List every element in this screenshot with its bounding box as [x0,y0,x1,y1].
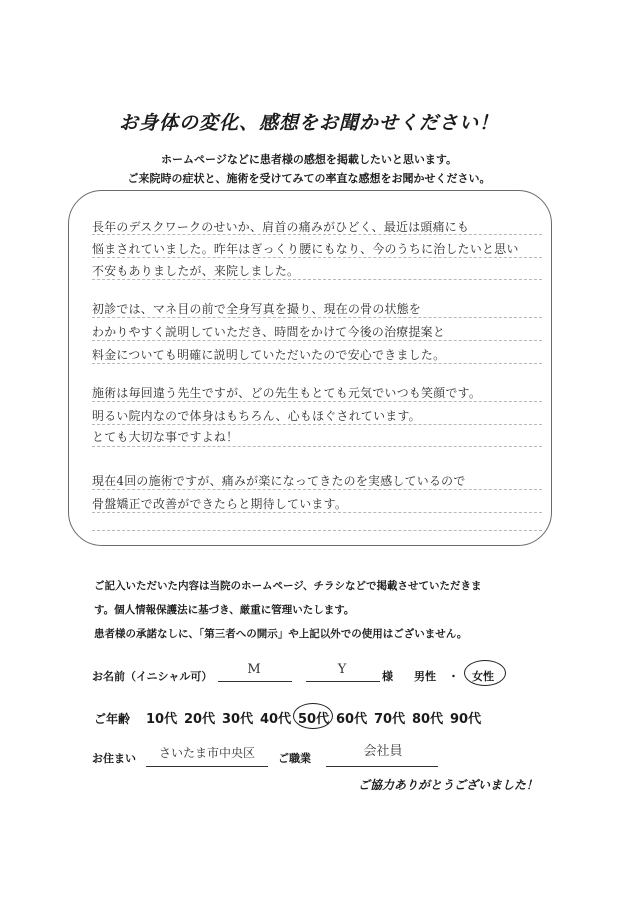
comment-line: 初診では、マネ目の前で全身写真を撮り、現在の骨の状態を [92,302,422,316]
age-option-60代[interactable]: 60代 [336,712,368,727]
ruled-line [92,257,542,258]
ruled-line [92,279,542,280]
age-option-80代[interactable]: 80代 [412,712,444,727]
notice-line-2: す。個人情報保護法に基づき、厳重に管理いたします。 [94,604,355,616]
honorific-label: 様 [382,670,393,683]
ruled-line [92,489,542,490]
ruled-line [92,340,542,341]
initial-first-underline [218,681,292,682]
ruled-line [92,424,542,425]
age-option-70代[interactable]: 70代 [374,712,406,727]
occupation-underline [326,766,438,767]
comment-line: 明るい院内なので体身はもちろん、心もほぐされています。 [92,409,421,423]
comment-line: 料金についても明確に説明していただいたので安心できました。 [92,348,446,362]
initial-first-field[interactable]: M [247,662,261,677]
ruled-line [92,363,542,364]
ruled-line [92,446,542,447]
gender-selected-circle [464,660,506,686]
ruled-line [92,512,542,513]
comment-line: とても大切な事ですよね！ [92,430,239,444]
gender-separator: ・ [448,670,459,683]
occupation-label: ご職業 [278,752,311,765]
comment-line: 骨盤矯正で改善ができたらと期待しています。 [92,497,348,511]
ruled-line [92,530,542,531]
initial-last-field[interactable]: Y [337,662,347,677]
ruled-line [92,401,542,402]
comment-line: わかりやすく説明していただき、時間をかけて今後の治療提案と [92,325,446,339]
name-label: お名前（イニシャル可） [92,670,213,683]
comment-line: 悩まされていました。昨年はぎっくり腰にもなり、今のうちに治したいと思い [92,242,519,256]
age-option-90代[interactable]: 90代 [450,712,482,727]
comment-line: 施術は毎回違う先生ですが、どの先生もとても元気でいつも笑顔です。 [92,386,482,400]
initial-last-underline [306,681,380,682]
intro-text-line-1: ホームページなどに患者様の感想を掲載したいと思います。 [161,153,457,166]
gender-female-option[interactable]: 女性 [472,670,494,683]
ruled-line [92,317,542,318]
notice-line-3: 患者様の承諾なしに、「第三者への開示」や上記以外での使用はございません。 [94,628,468,640]
age-option-40代[interactable]: 40代 [260,712,292,727]
residence-label: お住まい [92,752,136,765]
gender-male-option[interactable]: 男性 [414,670,436,683]
age-option-20代[interactable]: 20代 [184,712,216,727]
comment-line: 不安もありましたが、来院しました。 [92,264,300,278]
residence-underline [146,766,268,767]
survey-title: お身体の変化、感想をお聞かせください！ [118,112,499,134]
age-label: ご年齢 [94,712,131,726]
age-options [146,708,488,727]
comment-line: 現在4回の施術ですが、痛みが楽になってきたのを実感しているので [92,474,466,488]
notice-line-1: ご記入いただいた内容は当院のホームページ、チラシなどで掲載させていただきま [94,580,482,592]
age-option-30代[interactable]: 30代 [222,712,254,727]
comment-line: 長年のデスクワークのせいか、肩首の痛みがひどく、最近は頭痛にも [92,220,470,234]
thanks-message: ご協力ありがとうございました！ [357,778,538,792]
occupation-field[interactable]: 会社員 [363,744,403,759]
age-option-10代[interactable]: 10代 [146,712,178,727]
intro-text-line-2: ご来院時の症状と、施術を受けてみての率直な感想をお聞かせください。 [127,172,491,185]
age-option-50代[interactable]: 50代 [298,708,336,727]
residence-field[interactable]: さいたま市中央区 [158,746,255,760]
